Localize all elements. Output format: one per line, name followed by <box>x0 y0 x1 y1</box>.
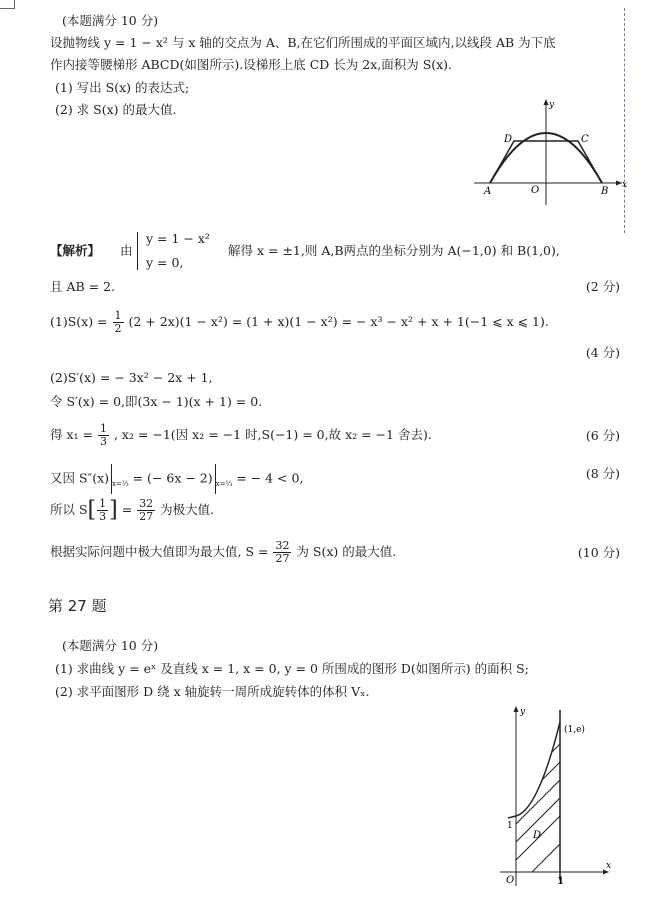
q27-heading: 第 27 题 <box>48 597 107 615</box>
q27-part2: (2) 求平面图形 D 绕 x 轴旋转一周所成旋转体的体积 Vₓ. <box>55 684 370 699</box>
q26-part1: (1) 写出 S(x) 的表达式; <box>55 80 190 95</box>
q27-exponential-figure <box>490 700 615 890</box>
s1-line <box>50 310 549 335</box>
q26-stem-line1: 设抛物线 y = 1 − x² 与 x 轴的交点为 A、B,在它们所围成的平面区域内,以线段 AB 为下底 <box>50 35 556 50</box>
solution-you: 由 <box>120 243 133 258</box>
s2-line3: 得 x₁ = $\frac{1}{3}$ , x₂ = −1(因 x₂ = −1 时,S(−1) = 0,故 x₂ = −1 舍去). <box>50 422 432 448</box>
label-y-axis: y <box>549 100 555 110</box>
label-D: D <box>504 134 513 145</box>
s2-line1: (2)S′(x) = − 3x² − 2x + 1, <box>50 370 213 385</box>
s2-line2: 令 S′(x) = 0,即(3x − 1)(x + 1) = 0. <box>50 394 263 409</box>
label-C: C <box>581 134 589 145</box>
points-2: (2 分) <box>585 279 620 294</box>
label-x-1: 1 <box>557 876 564 887</box>
label-A: A <box>484 186 492 197</box>
s2-line4: 又因 S″(x) $_{x=\frac{1}{3}}$ = (− 6x − 2) $_{x=\frac{1}{3}}$ = − 4 < 0, <box>50 464 303 494</box>
q26-stem-line2: 作内接等腰梯形 ABCD(如图所示).设梯形上底 CD 长为 2x,面积为 S(x). <box>50 57 453 72</box>
q26-parabola-figure <box>470 95 630 207</box>
label-O2: O <box>506 875 515 886</box>
page-corner-marker <box>0 0 15 9</box>
final-line: 根据实际问题中极大值即为最大值, S = $\frac{32}{27}$ 为 S(x) 的最大值. <box>50 539 397 565</box>
system-brace <box>137 232 144 270</box>
solution-tag: 【解析】 <box>50 243 101 258</box>
s1-post: (2 + 2x)(1 − x²) = (1 + x)(1 − x²) = − x³ − x² + x + 1(−1 ⩽ x ⩽ 1). <box>128 314 549 329</box>
points-6: (6 分) <box>585 428 620 443</box>
points-4: (4 分) <box>585 345 620 360</box>
final-fraction: $\frac{32}{27}$ <box>275 539 290 565</box>
label-y-axis2: y <box>520 707 526 717</box>
q27-score: (本题满分 10 分) <box>62 638 159 653</box>
s1-fraction: $\frac{1}{2}$ <box>114 309 122 335</box>
s1-pre: (1)S(x) = <box>50 314 108 329</box>
label-point-1e: (1,e) <box>564 725 585 735</box>
solution-line2: 且 AB = 2. <box>50 279 116 294</box>
x1-fraction: $\frac{1}{3}$ <box>99 422 107 448</box>
points-8: (8 分) <box>585 466 620 481</box>
system-eq1: y = 1 − x² <box>146 231 210 246</box>
label-B: B <box>601 186 609 197</box>
label-x-axis2: x <box>606 861 612 871</box>
points-10: (10 分) <box>577 545 620 560</box>
system-eq2: y = 0, <box>146 255 184 270</box>
q26-score: (本题满分 10 分) <box>62 13 159 28</box>
label-D-region: D <box>533 830 542 841</box>
q27-part1: (1) 求曲线 y = eˣ 及直线 x = 1, x = 0, y = 0 所围成的图形 D(如图所示) 的面积 S; <box>55 661 529 676</box>
solution-line1: 解得 x = ±1,则 A,B两点的坐标分别为 A(−1,0) 和 B(1,0), <box>228 243 560 258</box>
max-fraction: $\frac{32}{27}$ <box>139 497 154 523</box>
label-y-1: 1 <box>507 821 513 831</box>
q26-part2: (2) 求 S(x) 的最大值. <box>55 102 177 117</box>
label-x-axis: x <box>622 180 628 190</box>
label-O: O <box>531 185 540 196</box>
s2-line5: 所以 S[ $\frac{1}{3}$ ] = $\frac{32}{27}$ 为极大值. <box>50 497 215 523</box>
